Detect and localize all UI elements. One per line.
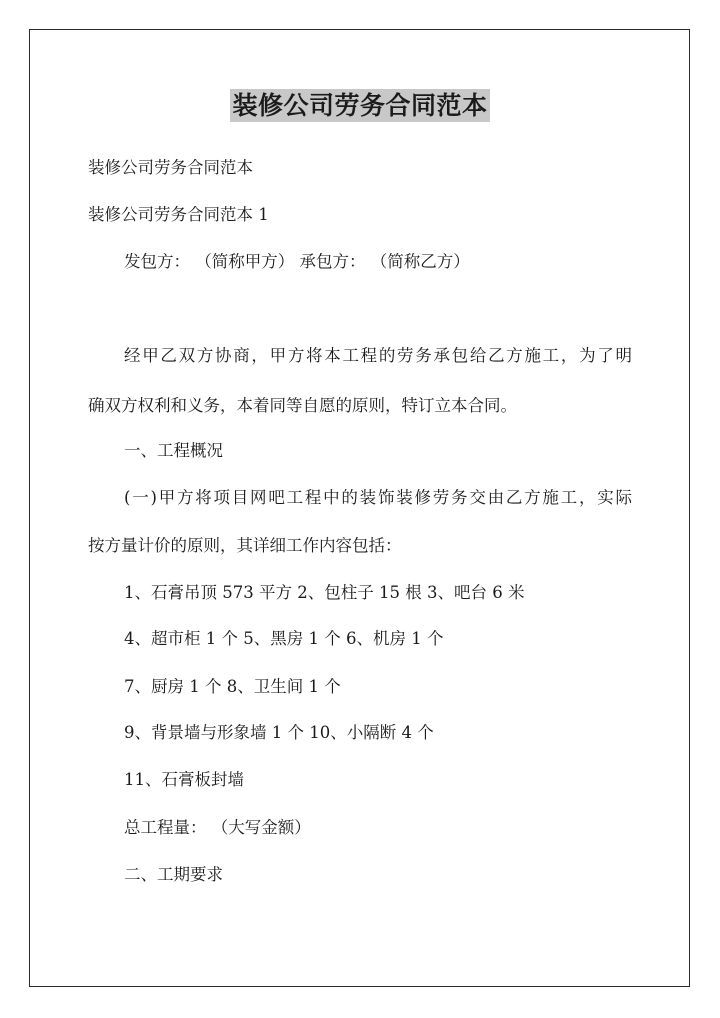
subtitle-line: 装修公司劳务合同范本 <box>88 158 253 177</box>
parties-line: 发包方： （简称甲方） 承包方： （简称乙方） <box>124 252 470 271</box>
work-item-line: 7、厨房 1 个 8、卫生间 1 个 <box>124 677 341 696</box>
paragraph-line: 按方量计价的原则，其详细工作内容包括： <box>88 536 402 555</box>
section-heading-line: 一、工程概况 <box>124 441 223 460</box>
paragraph-line: 经甲乙双方协商，甲方将本工程的劳务承包给乙方施工，为了明 <box>124 346 632 365</box>
title-container <box>0 89 720 122</box>
section-heading-line: 装修公司劳务合同范本 1 <box>88 205 269 224</box>
work-item-line: 1、石膏吊顶 573 平方 2、包柱子 15 根 3、吧台 6 米 <box>124 583 525 602</box>
paragraph-line: (一)甲方将项目网吧工程中的装饰装修劳务交由乙方施工，实际 <box>124 488 632 507</box>
total-amount-line: 总工程量： （大写金额） <box>124 818 311 837</box>
work-item-line: 4、超市柜 1 个 5、黑房 1 个 6、机房 1 个 <box>124 629 444 648</box>
document-title: 装修公司劳务合同范本 <box>232 91 488 120</box>
paragraph-line: 确双方权利和义务，本着同等自愿的原则，特订立本合同。 <box>88 396 517 415</box>
section-heading-line: 二、工期要求 <box>124 865 223 884</box>
work-item-line: 11、石膏板封墙 <box>124 770 244 789</box>
work-item-line: 9、背景墙与形象墙 1 个 10、小隔断 4 个 <box>124 723 434 742</box>
